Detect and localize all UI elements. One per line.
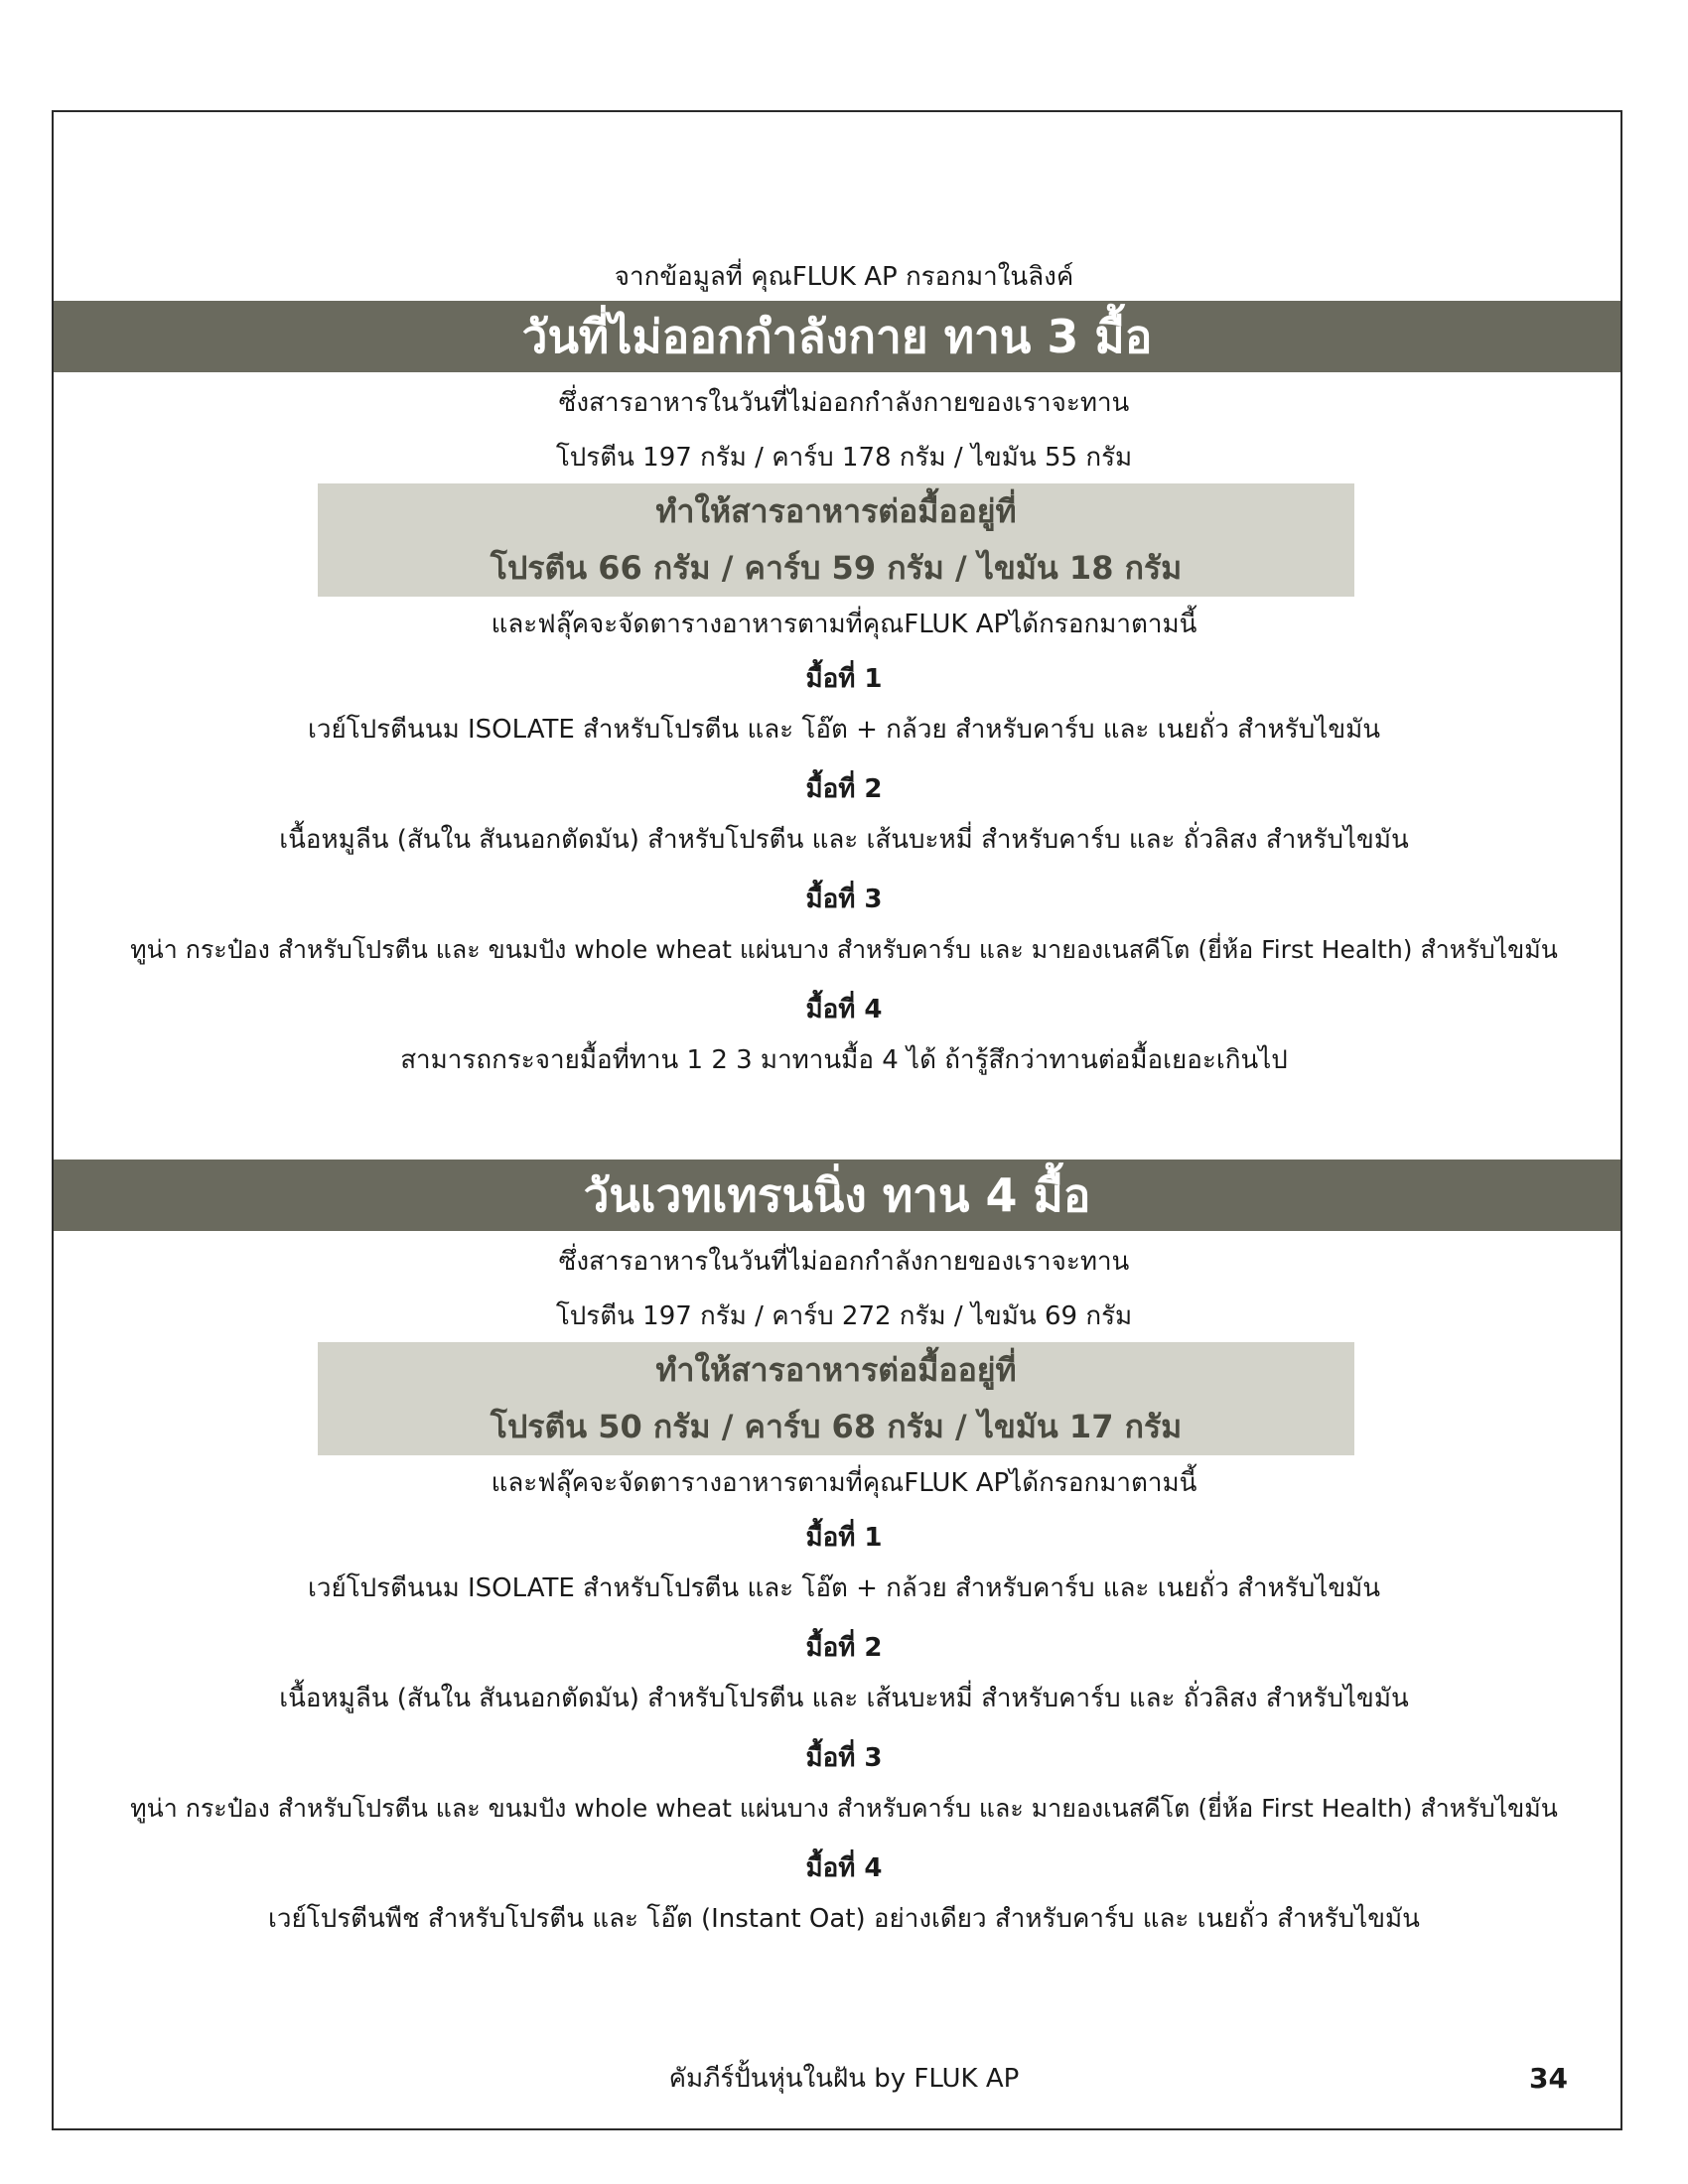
meal-title: มื้อที่ 1 xyxy=(805,664,883,694)
meal-description: เวย์โปรตีนพืช สำหรับโปรตีน และ โอ๊ต (Instant Oat) อย่างเดียว สำหรับคาร์บ และ เนยถั่ว สำหรับไขมัน xyxy=(268,1904,1420,1934)
daily-macro-totals: โปรตีน 197 กรัม / คาร์บ 272 กรัม / ไขมัน 69 กรัม xyxy=(555,1301,1133,1331)
meal-description: เวย์โปรตีนนม ISOLATE สำหรับโปรตีน และ โอ๊ต + กล้วย สำหรับคาร์บ และ เนยถั่ว สำหรับไขมัน xyxy=(307,1573,1380,1603)
plan-note: และฟลุ๊คจะจัดตารางอาหารตามที่คุณFLUK APได้กรอกมาตามนี้ xyxy=(491,1468,1197,1498)
section-subtitle: ซึ่งสารอาหารในวันที่ไม่ออกกำลังกายของเราจะทาน xyxy=(558,388,1130,418)
daily-macro-totals: โปรตีน 197 กรัม / คาร์บ 178 กรัม / ไขมัน 55 กรัม xyxy=(555,443,1133,473)
section-subtitle: ซึ่งสารอาหารในวันที่ไม่ออกกำลังกายของเราจะทาน xyxy=(558,1247,1130,1277)
meal-description: เนื้อหมูลีน (สันใน สันนอกตัดมัน) สำหรับโปรตีน และ เส้นบะหมี่ สำหรับคาร์บ และ ถั่วลิสง สำหรับไขมัน xyxy=(279,1684,1409,1713)
meal-title: มื้อที่ 4 xyxy=(805,995,883,1024)
meal-description: เนื้อหมูลีน (สันใน สันนอกตัดมัน) สำหรับโปรตีน และ เส้นบะหมี่ สำหรับคาร์บ และ ถั่วลิสง สำหรับไขมัน xyxy=(279,825,1409,855)
per-meal-box-title: ทำให้สารอาหารต่อมื้ออยู่ที่ xyxy=(655,492,1017,530)
meal-description: ทูน่า กระป๋อง สำหรับโปรตีน และ ขนมปัง whole wheat แผ่นบาง สำหรับคาร์บ และ มายองเนสคีโต (ยี่ห้อ First Health) สำหรับไขมัน xyxy=(130,935,1558,964)
meal-title: มื้อที่ 2 xyxy=(805,774,883,804)
per-meal-macro-box xyxy=(318,1342,1354,1455)
per-meal-box-values: โปรตีน 66 กรัม / คาร์บ 59 กรัม / ไขมัน 18 กรัม xyxy=(490,549,1183,587)
section-heading-rest-day: วันที่ไม่ออกกำลังกาย ทาน 3 มื้อ xyxy=(54,301,1620,372)
footer-book-title: คัมภีร์ปั้นหุ่นในฝัน by FLUK AP xyxy=(668,2064,1020,2094)
intro-text: จากข้อมูลที่ คุณFLUK AP กรอกมาในลิงค์ xyxy=(614,262,1074,292)
per-meal-box-title: ทำให้สารอาหารต่อมื้ออยู่ที่ xyxy=(655,1351,1017,1389)
meal-description: ทูน่า กระป๋อง สำหรับโปรตีน และ ขนมปัง whole wheat แผ่นบาง สำหรับคาร์บ และ มายองเนสคีโต (ยี่ห้อ First Health) สำหรับไขมัน xyxy=(130,1794,1558,1823)
meal-title: มื้อที่ 2 xyxy=(805,1633,883,1663)
meal-title: มื้อที่ 4 xyxy=(805,1853,883,1883)
meal-title: มื้อที่ 3 xyxy=(805,885,883,914)
section-heading-training-day: วันเวทเทรนนิ่ง ทาน 4 มื้อ xyxy=(54,1160,1620,1231)
meal-title: มื้อที่ 3 xyxy=(805,1743,883,1773)
page-number: 34 xyxy=(1529,2062,1568,2095)
plan-note: และฟลุ๊คจะจัดตารางอาหารตามที่คุณFLUK APได้กรอกมาตามนี้ xyxy=(491,610,1197,639)
per-meal-macro-box xyxy=(318,483,1354,597)
meal-description: เวย์โปรตีนนม ISOLATE สำหรับโปรตีน และ โอ๊ต + กล้วย สำหรับคาร์บ และ เนยถั่ว สำหรับไขมัน xyxy=(307,715,1380,745)
meal-title: มื้อที่ 1 xyxy=(805,1523,883,1553)
meal-description: สามารถกระจายมื้อที่ทาน 1 2 3 มาทานมื้อ 4 ได้ ถ้ารู้สึกว่าทานต่อมื้อเยอะเกินไป xyxy=(400,1045,1288,1075)
per-meal-box-values: โปรตีน 50 กรัม / คาร์บ 68 กรัม / ไขมัน 17 กรัม xyxy=(490,1408,1183,1445)
